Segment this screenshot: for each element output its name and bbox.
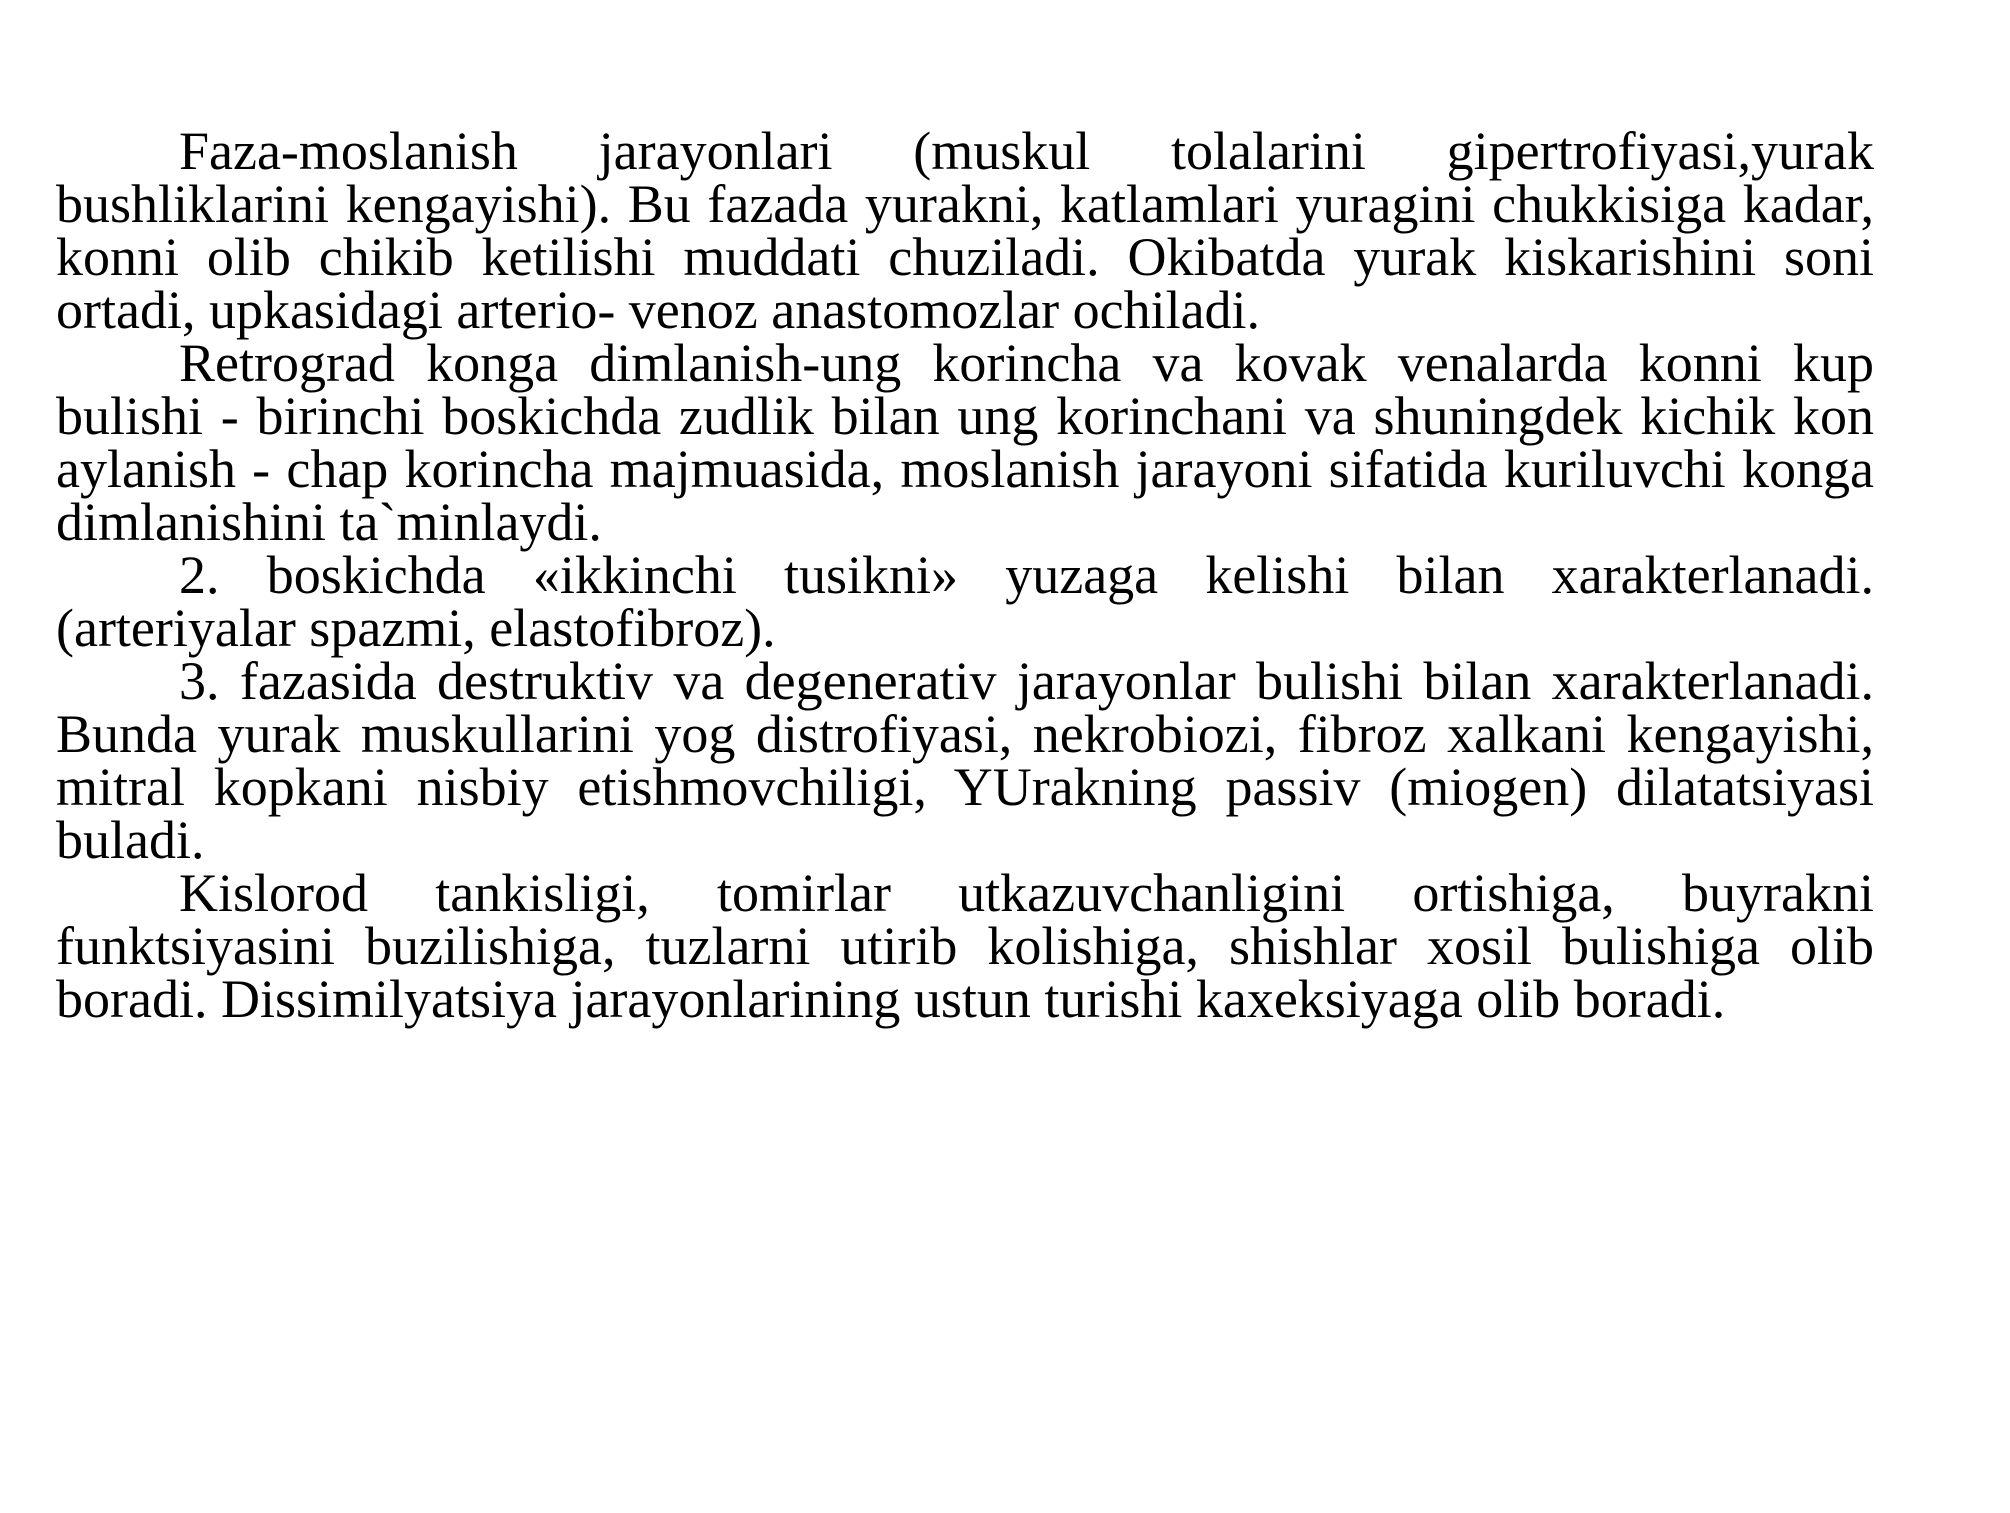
paragraph-retrograde-congestion: Retrograd konga dimlanish-ung korincha va kovak venalarda konni kup bulishi - birinchi boskichda zudlik bilan ung korinchani va shuningdek kichik kon aylanish - chap korincha majmuasida, moslanish jarayoni sifatida kuriluvchi konga dimlanishini ta`minlaydi. <box>56 333 1874 552</box>
paragraph-oxygen-deficiency: Kislorod tankisligi, tomirlar utkazuvchanligini ortishiga, buyrakni funktsiyasini buzilishiga, tuzlarni utirib kolishiga, shishlar xosil bulishiga olib boradi. Dissimilyatsiya jarayonlarining ustun turishi kaxeksiyaga olib boradi. <box>56 863 1874 1029</box>
paragraph-stage-two: 2. boskichda «ikkinchi tusikni» yuzaga kelishi bilan xarakterlanadi. (arteriyalar spazmi, elastofibroz). <box>56 545 1874 658</box>
document-body <box>56 121 1874 1029</box>
paragraph-phase-adaptation: Faza-moslanish jarayonlari (muskul tolalarini gipertrofiyasi,yurak bushliklarini kengayishi). Bu fazada yurakni, katlamlari yuragini chukkisiga kadar, konni olib chikib ketilishi muddati chuziladi. Okibatda yurak kiskarishini soni ortadi, upkasidagi arterio- venoz anastomozlar ochiladi. <box>56 121 1874 340</box>
paragraph-stage-three: 3. fazasida destruktiv va degenerativ jarayonlar bulishi bilan xarakterlanadi. Bunda yurak muskullarini yog distrofiyasi, nekrobiozi, fibroz xalkani kengayishi, mitral kopkani nisbiy etishmovchiligi, YUrakning passiv (miogen) dilatatsiyasi buladi. <box>56 651 1874 870</box>
